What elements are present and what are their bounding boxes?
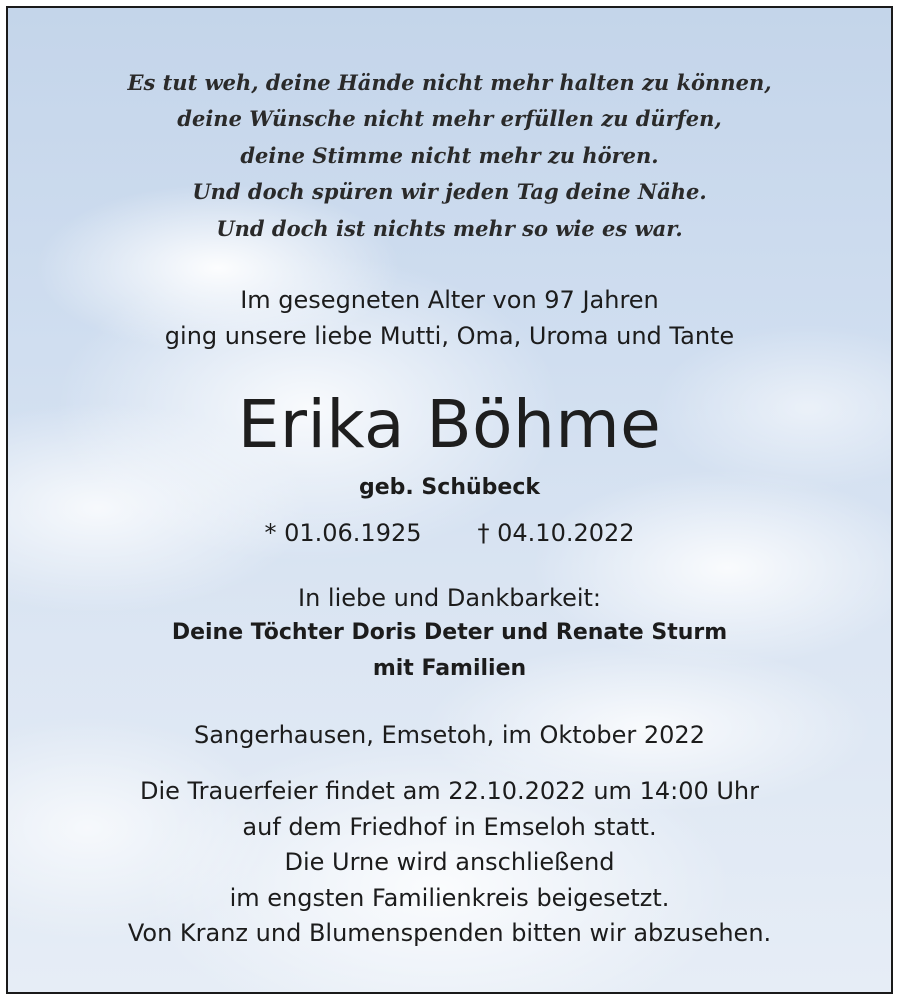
service-line: Die Trauerfeier findet am 22.10.2022 um 14:00 Uhr	[139, 777, 760, 805]
obituary-notice	[6, 6, 893, 994]
death-date: † 04.10.2022	[477, 519, 635, 547]
service-line: Die Urne wird anschließend	[284, 848, 615, 876]
service-line: auf dem Friedhof in Emseloh statt.	[242, 813, 657, 841]
maiden-name: geb. Schübeck	[359, 475, 540, 500]
service-line: im engsten Familienkreis beigesetzt.	[229, 884, 670, 912]
thanks-line: In liebe und Dankbarkeit:	[297, 584, 601, 612]
service-line: Von Kranz und Blumenspenden bitten wir abzusehen.	[127, 919, 772, 947]
life-dates	[8, 519, 891, 547]
mourners-line: Deine Töchter Doris Deter und Renate Sturm	[171, 620, 728, 645]
place-date: Sangerhausen, Emsetoh, im Oktober 2022	[194, 721, 705, 749]
intro-line: ging unsere liebe Mutti, Oma, Uroma und Tante	[164, 322, 735, 350]
mourners-line: mit Familien	[372, 656, 527, 681]
poem-line: Es tut weh, deine Hände nicht mehr halten zu können,	[127, 70, 772, 95]
birth-date: * 01.06.1925	[264, 519, 422, 547]
deceased-name: Erika Böhme	[237, 386, 662, 463]
intro-line: Im gesegneten Alter von 97 Jahren	[240, 286, 659, 314]
poem-line: Und doch ist nichts mehr so wie es war.	[216, 216, 683, 241]
poem-line: deine Wünsche nicht mehr erfüllen zu dürfen,	[177, 106, 722, 131]
poem-line: deine Stimme nicht mehr zu hören.	[240, 143, 659, 168]
poem-line: Und doch spüren wir jeden Tag deine Nähe.	[192, 179, 707, 204]
